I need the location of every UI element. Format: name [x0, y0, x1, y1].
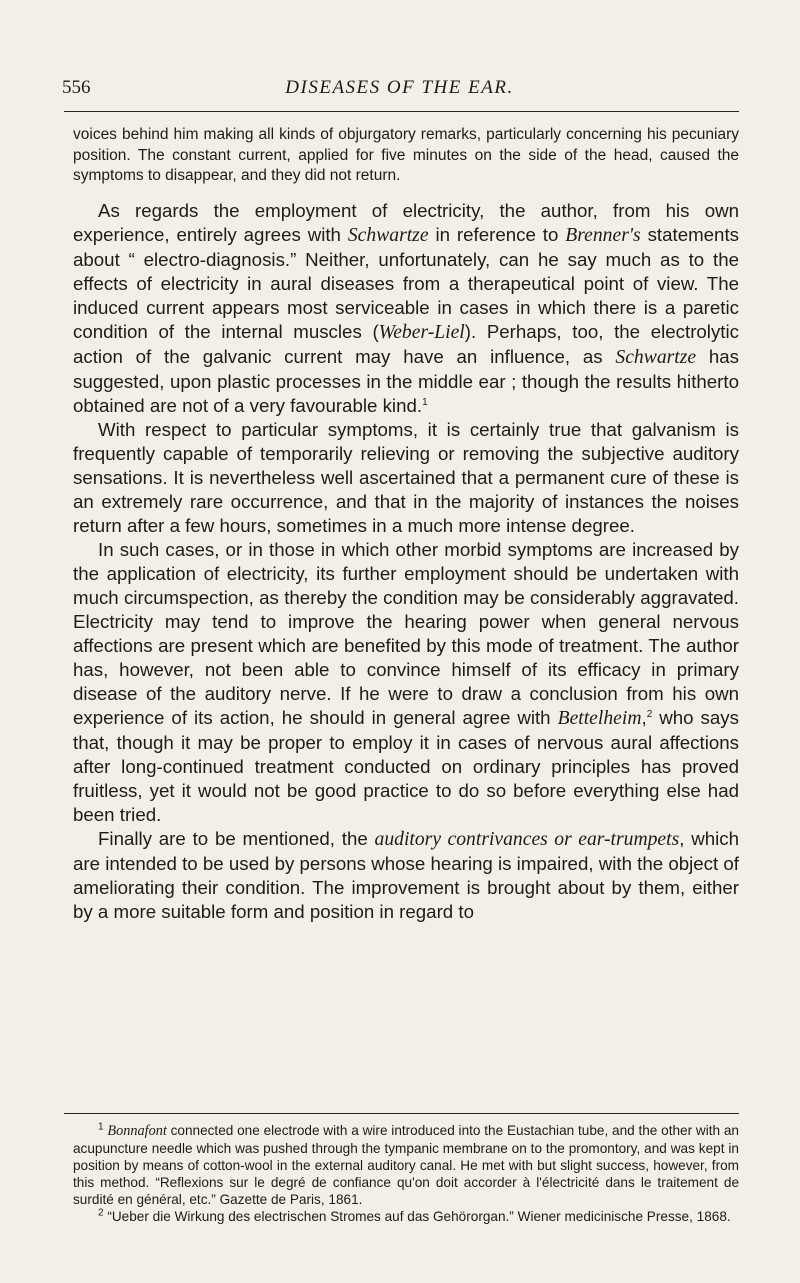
- author-name-bettelheim: Bettelheim: [557, 707, 642, 729]
- text-run: ,: [641, 706, 647, 728]
- text-run: In such cases, or in those in which other morbid symptoms are increased by the application of electricity, its further employment should be undertaken with much circumspection, as thereby the condition may be considerably aggravated. Electricity may tend to improve the hearing power when general nervous affections are present which are benefited by this mode of treatment. The author has, however, not been able to convince himself of its efficacy in primary disease of the auditory nerve. If he were to draw a conclusion from his own experience of its action, he should in general agree with: [73, 538, 739, 728]
- footnote-mark: 1: [98, 1121, 104, 1133]
- text-run: connected one electrode with a wire introduced into the Eustachian tube, and the other with an acupuncture needle which was pushed through the tympanic membrane on to the promontory, and was kept in position by means of cotton-wool in the external auditory canal. He met with but slight success, however, from this method. “Reflexions sur le degré de confiance qu'on doit accorder à l'électricité dans le traitement de surdité en général, etc.” Gazette de Paris, 1861.: [73, 1123, 739, 1207]
- header-rule: [64, 111, 739, 112]
- text-run: , which are intended to be used by persons whose hearing is impaired, with the object of ameliorating their condition. The improvement is brought about by them, either by a more suitable form and position in regard to: [73, 827, 740, 922]
- footnote-mark: 2: [98, 1207, 104, 1219]
- paragraph-galvanism: With respect to particular symptoms, it is certainly true that galvanism is frequently capable of temporarily relieving or removing the subjective auditory sensations. It is nevertheless well ascertained that a permanent cure of these is an extremely rare occurrence, and that in the majority of instances the noises return after a few hours, sometimes in a much more intense degree.: [73, 418, 739, 536]
- page-number: 556: [62, 77, 91, 98]
- author-name-bonnafont: Bonnafont: [107, 1123, 167, 1139]
- text-run: Finally are to be mentioned, the: [98, 827, 375, 849]
- lead-paragraph: voices behind him making all kinds of objurgatory remarks, particularly concerning his pecuniary position. The constant current, applied for five minutes on the side of the head, caused the symptoms to disappear, and they did not return.: [73, 126, 739, 184]
- text-run: As regards the employment of electricity, the author, from his own experience, entirely agrees with: [73, 199, 739, 245]
- paragraph-electro-diagnosis: [73, 199, 739, 418]
- emphasis-auditory-contrivances: auditory contrivances or ear-trumpets: [374, 828, 680, 850]
- text-run: who says that, though it may be proper to employ it in cases of nervous aural affections after long-continued treatment conducted on ordinary principles has proved fruitless, yet it would not be good practice to do so before everything else had been tried.: [73, 706, 739, 825]
- footnote-2: [73, 1208, 739, 1225]
- footnote-ref-1[interactable]: 1: [422, 396, 428, 408]
- paragraph-circumspection: [73, 538, 739, 827]
- author-name-brenner: Brenner's: [565, 224, 641, 246]
- text-run: statements about “ electro-diagnosis.” Neither, unfortunately, can he say much as to the effects of electricity in aural diseases from a therapeutical point of view. The induced current appears most serviceable in cases in which there is a paretic condition of the internal muscles (: [73, 223, 739, 342]
- body-text: [73, 125, 739, 924]
- author-name-schwartze: Schwartze: [615, 346, 697, 368]
- footnotes: [73, 1122, 739, 1225]
- text-run: has suggested, upon plastic processes in the middle ear ; though the results hitherto obtained are not of a very favourable kind.: [73, 345, 739, 416]
- running-title: DISEASES OF THE EAR.: [285, 77, 514, 98]
- text-run: “Ueber die Wirkung des electrischen Stromes auf das Gehörorgan.” Wiener medicinische Presse, 1868.: [103, 1209, 731, 1224]
- author-name-weber-liel: Weber-Liel: [378, 321, 465, 343]
- footnote-ref-2[interactable]: 2: [646, 708, 653, 720]
- text-run: in reference to: [428, 223, 566, 245]
- page-header: [62, 77, 737, 113]
- footnote-1: [73, 1122, 739, 1208]
- main-paragraphs: [73, 199, 739, 924]
- author-name-schwartze: Schwartze: [347, 224, 429, 246]
- paragraph-ear-trumpets: [73, 827, 739, 924]
- text-run: ). Perhaps, too, the electrolytic action of the galvanic current may have an influence, as: [73, 320, 739, 367]
- footnote-rule: [64, 1113, 739, 1114]
